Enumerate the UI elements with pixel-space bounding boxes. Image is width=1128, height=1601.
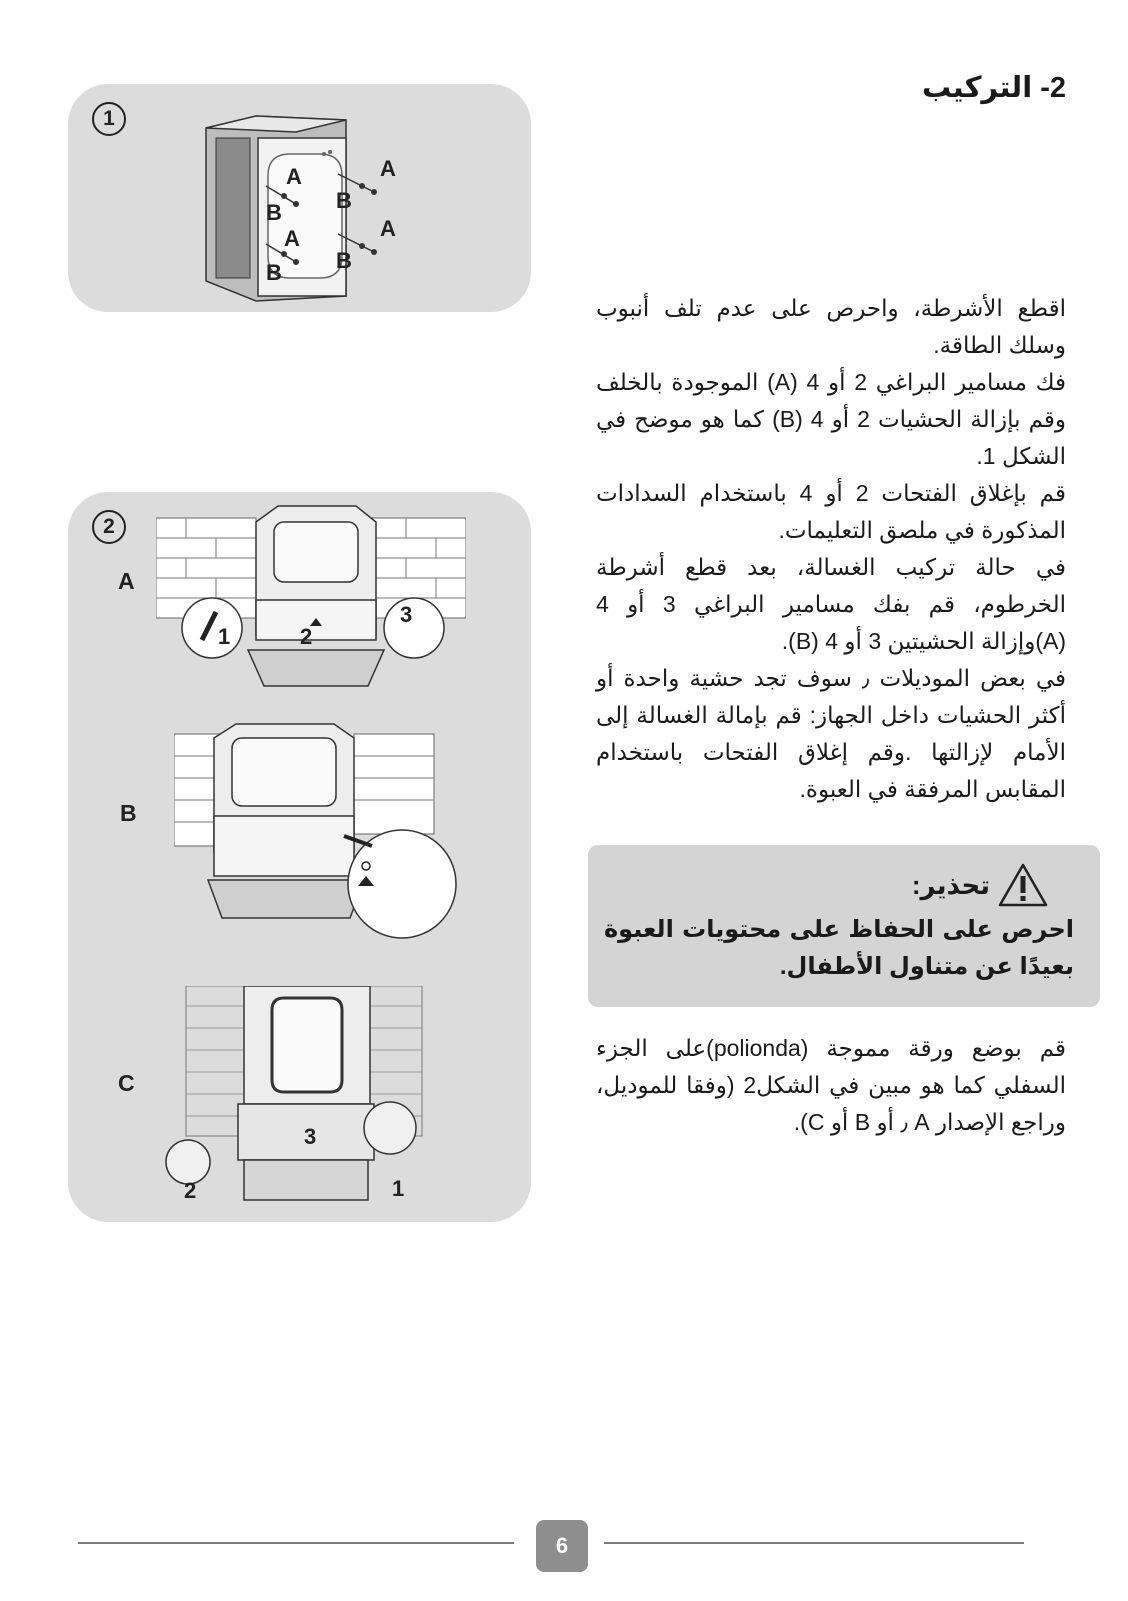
figure-2-panel: [68, 492, 531, 1222]
figure-2-number: 2: [92, 510, 126, 544]
warning-title: تحذير:: [911, 869, 990, 900]
fig2c-number-1: 1: [392, 1176, 405, 1201]
fig1-label-b4: B: [336, 248, 352, 273]
figure-1-illustration: [196, 96, 436, 306]
fig2c-illustration: [160, 986, 460, 1208]
paragraph-bottom: قم بوضع ورقة مموجة (polionda)على الجزء السفلي كما هو مبين في الشكل2 (وفقا للموديل، وراجع الإصدار A ٫ أو B أو C).: [596, 1035, 1066, 1135]
warning-title-row: [912, 863, 1048, 907]
fig1-label-a4: A: [380, 216, 396, 241]
warning-triangle-icon: [998, 863, 1048, 907]
fig1-label-b2: B: [266, 260, 282, 285]
figure-1-panel: [68, 84, 531, 312]
paragraph-4: في حالة تركيب الغسالة، بعد قطع أشرطة الخرطوم، قم بفك مسامير البراغي 3 أو 4 (A)وإزالة الحشيتين 3 أو 4 (B).: [596, 554, 1067, 654]
fig2-sub-label-b: B: [120, 800, 137, 826]
fig2a-number-1: 1: [218, 624, 231, 649]
fig2c-number-3: 3: [304, 1124, 317, 1149]
footer-line-left: [78, 1542, 514, 1544]
paragraph-5: في بعض الموديلات ٫ سوف تجد حشية واحدة أو أكثر الحشيات داخل الجهاز: قم بإمالة الغسالة إلى الأمام لإزالتها .وقم إغلاق الفتحات باستخدام المقابس المرفقة في العبوة.: [596, 665, 1067, 802]
fig2-sub-label-a: A: [118, 568, 135, 594]
warning-text: احرص على الحفاظ على محتويات العبوة بعيدًا عن متناول الأطفال.: [604, 916, 1074, 980]
fig2c-number-2: 2: [184, 1178, 197, 1203]
fig1-label-b1: B: [266, 200, 282, 225]
fig1-label-a3: A: [380, 156, 396, 181]
body-text: [596, 290, 1066, 808]
paragraph-3: قم بإغلاق الفتحات 2 أو 4 باستخدام السدادات المذكورة في ملصق التعليمات.: [596, 480, 1066, 543]
warning-box: [588, 845, 1100, 1007]
fig2b-illustration: [174, 720, 474, 948]
footer-line-right: [604, 1542, 1024, 1544]
fig2a-number-2: 2: [300, 624, 313, 649]
page-number: 6: [536, 1520, 588, 1572]
figure-1-number: 1: [92, 102, 126, 136]
paragraph-2: فك مسامير البراغي 2 أو 4 (A) الموجودة بالخلف وقم بإزالة الحشيات 2 أو 4 (B) كما هو موضح في الشكل 1.: [596, 369, 1066, 469]
fig1-label-a1: A: [286, 164, 302, 189]
section-heading: 2- التركيب: [922, 72, 1066, 104]
paragraph-1: اقطع الأشرطة، واحرص على عدم تلف أنبوب وسلك الطاقة.: [596, 295, 1066, 358]
fig1-label-b3: B: [336, 188, 352, 213]
fig2a-number-3: 3: [400, 602, 413, 627]
fig2-sub-label-c: C: [118, 1070, 135, 1096]
fig1-label-a2: A: [284, 226, 300, 251]
fig2a-illustration: [156, 500, 466, 700]
